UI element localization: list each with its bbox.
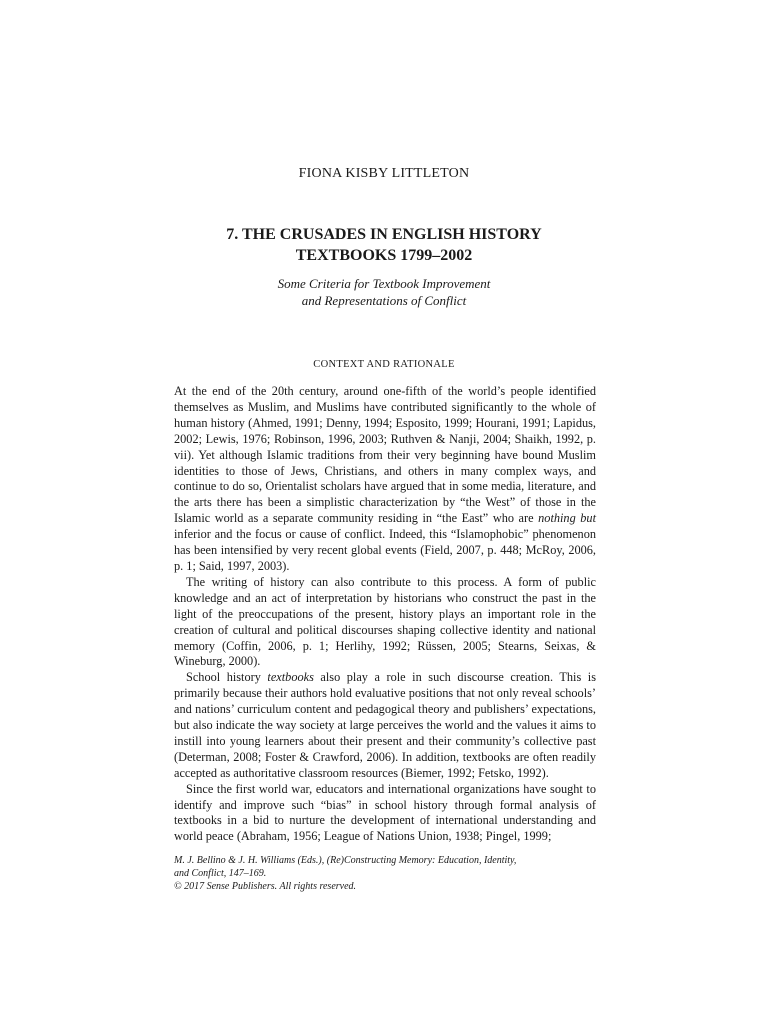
- chapter-subtitle-line-1: Some Criteria for Textbook Improvement: [277, 276, 491, 291]
- chapter-title: [0, 224, 768, 266]
- paragraph-3-text-b: also play a role in such discourse creation. This is primarily because their authors hold evaluative positions that not only reveal schools’ and nations’ curriculum content and pedagogical theory and publishers’ expectations, but also indicate the way society at large perceives the world and the values it aims to instill into young learners about their present and their community’s collective past (Determan, 2008; Foster & Crawford, 2006). In addition, textbooks are often readily accepted as authoritative classroom resources (Biemer, 1992; Fetsko, 1992).: [174, 670, 596, 780]
- chapter-title-line-2: TEXTBOOKS 1799–2002: [295, 247, 473, 264]
- citation-line-2: and Conflict, 147–169.: [174, 868, 267, 879]
- paragraph-4: Since the first world war, educators and international organizations have sought to identify and improve such “bias” in school history through formal analysis of textbooks in a bid to nurture the development of international understanding and world peace (Abraham, 1956; League of Nations Union, 1938; Pingel, 1999;: [174, 781, 596, 844]
- copyright-line: © 2017 Sense Publishers. All rights reserved.: [174, 881, 357, 892]
- section-heading: CONTEXT AND RATIONALE: [313, 359, 455, 370]
- chapter-author: FIONA KISBY LITTLETON: [298, 166, 470, 181]
- body-text: [174, 384, 596, 845]
- paragraph-1-emphasis: nothing but: [538, 511, 596, 526]
- paragraph-3-emphasis: textbooks: [267, 670, 314, 685]
- paragraph-3: [174, 670, 596, 781]
- chapter-title-line-1: 7. THE CRUSADES IN ENGLISH HISTORY: [226, 226, 542, 243]
- chapter-subtitle: [0, 275, 768, 309]
- citation-footer: [174, 854, 596, 893]
- chapter-subtitle-line-2: and Representations of Conflict: [301, 293, 467, 308]
- paragraph-1: [174, 384, 596, 575]
- paragraph-1-text-a: At the end of the 20th century, around one-fifth of the world’s people identified themselves as Muslim, and Muslims have contributed significantly to the whole of human history (Ahmed, 1991; Denny, 1994; Esposito, 1999; Hourani, 1991; Lapidus, 2002; Lewis, 1976; Robinson, 1996, 2003; Ruthven & Nanji, 2004; Shaikh, 1992, p. vii). Yet although Islamic traditions from their very beginning have bound Muslim identities to those of Jews, Christians, and others in many complex ways, and continue to do so, Orientalist scholars have argued that in some media, literature, and the arts there has been a simplistic characterization by “the West” of those in the Islamic world as a separate community residing in “the East” who are: [174, 384, 596, 526]
- paragraph-3-text-a: School history: [186, 670, 268, 685]
- paragraph-1-text-b: inferior and the focus or cause of conflict. Indeed, this “Islamophobic” phenomenon has been intensified by very recent global events (Field, 2007, p. 448; McRoy, 2006, p. 1; Said, 1997, 2003).: [174, 527, 596, 573]
- paragraph-2: The writing of history can also contribute to this process. A form of public knowledge and an act of interpretation by historians who construct the past in the light of the preoccupations of the present, history plays an important role in the creation of cultural and political discourses shaping collective identity and national memory (Coffin, 2006, p. 1; Herlihy, 1992; Rüssen, 2005; Stearns, Seixas, & Wineburg, 2000).: [174, 574, 596, 669]
- citation-line-1: M. J. Bellino & J. H. Williams (Eds.), (Re)Constructing Memory: Education, Identity,: [174, 855, 517, 866]
